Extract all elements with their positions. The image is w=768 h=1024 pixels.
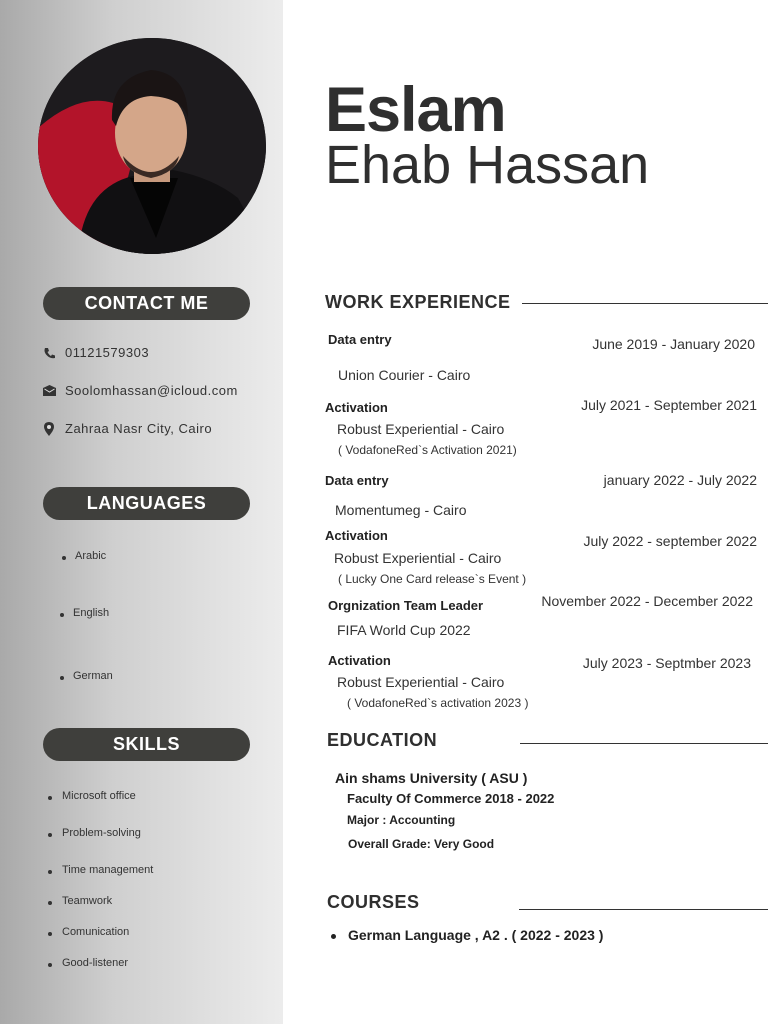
job-role: Data entry xyxy=(328,332,392,347)
grade: Overall Grade: Very Good xyxy=(348,837,495,851)
major: Major : Accounting xyxy=(347,813,456,827)
job-company: Robust Experiential - Cairo xyxy=(337,421,505,437)
portrait-image xyxy=(38,38,266,254)
job-role: Orgnization Team Leader xyxy=(328,598,484,613)
education-heading: EDUCATION xyxy=(327,730,438,750)
course-item: German Language , A2 . ( 2022 - 2023 ) xyxy=(331,927,603,943)
job-role: Activation xyxy=(325,528,388,543)
job-company: Robust Experiential - Cairo xyxy=(334,550,502,566)
job-dates: July 2023 - Septmber 2023 xyxy=(582,655,751,671)
job-dates: january 2022 - July 2022 xyxy=(603,472,757,488)
contact-address xyxy=(42,421,212,436)
language-item: German xyxy=(60,670,113,682)
job-company: Robust Experiential - Cairo xyxy=(337,674,505,690)
courses-heading: COURSES xyxy=(327,892,420,912)
email-text: Soolomhassan@icloud.com xyxy=(65,383,238,398)
bullet-icon xyxy=(331,934,336,939)
faculty: Faculty Of Commerce 2018 - 2022 xyxy=(347,791,555,806)
skill-item: Comunication xyxy=(48,926,129,938)
languages-heading: LANGUAGES xyxy=(43,487,250,520)
skill-item: Microsoft office xyxy=(48,790,136,802)
phone-icon xyxy=(42,346,56,360)
first-name: Eslam xyxy=(325,75,506,145)
job-company: Momentumeg - Cairo xyxy=(335,502,467,518)
location-pin-icon xyxy=(42,422,56,436)
work-divider xyxy=(522,303,768,304)
work-heading: WORK EXPERIENCE xyxy=(325,292,511,312)
skill-item: Teamwork xyxy=(48,895,112,907)
job-dates: July 2021 - September 2021 xyxy=(581,397,757,413)
skill-item: Time management xyxy=(48,864,153,876)
job-dates: November 2022 - December 2022 xyxy=(541,593,753,609)
university: Ain shams University ( ASU ) xyxy=(335,770,528,786)
job-note: ( VodafoneRed`s Activation 2021) xyxy=(338,443,517,457)
education-divider xyxy=(520,743,768,744)
job-dates: June 2019 - January 2020 xyxy=(592,336,755,352)
job-dates: July 2022 - september 2022 xyxy=(583,533,757,549)
job-role: Activation xyxy=(328,653,391,668)
job-company: FIFA World Cup 2022 xyxy=(337,622,471,638)
job-company: Union Courier - Cairo xyxy=(338,367,471,383)
contact-email xyxy=(42,383,238,398)
envelope-icon xyxy=(42,384,56,398)
job-note: ( Lucky One Card release`s Event ) xyxy=(338,572,527,586)
job-role: Data entry xyxy=(325,473,389,488)
skills-heading: SKILLS xyxy=(43,728,250,761)
profile-photo xyxy=(38,38,266,254)
job-role: Activation xyxy=(325,400,388,415)
phone-text: 01121579303 xyxy=(65,345,150,360)
address-text: Zahraa Nasr City, Cairo xyxy=(65,421,213,436)
contact-phone xyxy=(42,345,149,360)
language-item: English xyxy=(60,607,109,619)
skill-item: Good-listener xyxy=(48,957,128,969)
last-name: Ehab Hassan xyxy=(325,135,650,195)
language-item: Arabic xyxy=(62,550,106,562)
job-note: ( VodafoneRed`s activation 2023 ) xyxy=(347,696,529,710)
contact-heading: CONTACT ME xyxy=(43,287,250,320)
skill-item: Problem-solving xyxy=(48,827,141,839)
courses-divider xyxy=(519,909,768,910)
